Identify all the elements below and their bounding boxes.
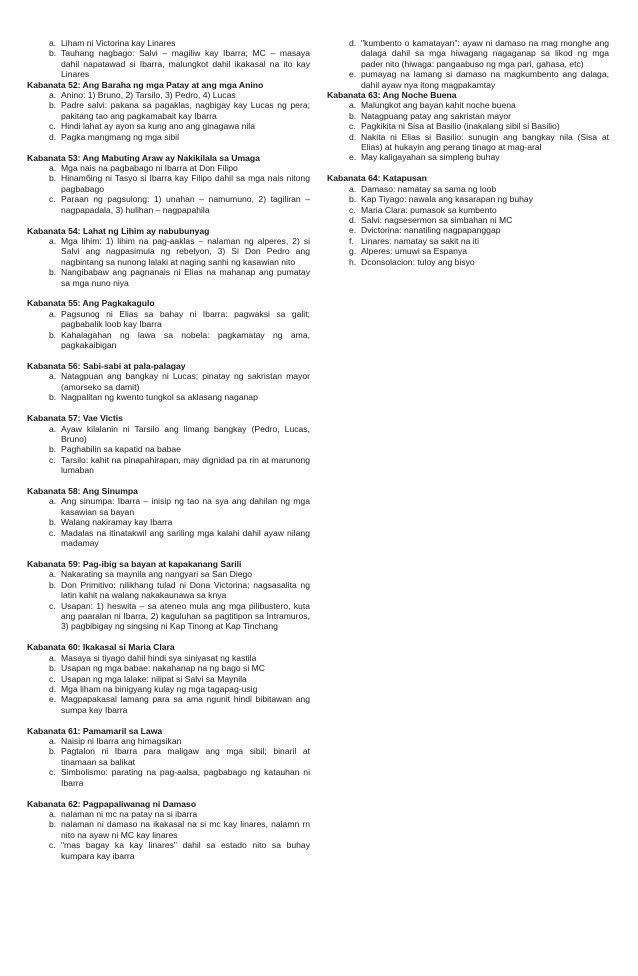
list-item <box>327 100 609 110</box>
item-marker: b. <box>49 100 57 111</box>
right-column <box>327 38 609 278</box>
item-text: Nagpalitan ng kwento tungkol sa aklasang naganap <box>61 392 258 403</box>
item-marker: c. <box>49 840 56 851</box>
list-item <box>27 371 310 392</box>
chapter-items <box>27 736 310 788</box>
list-item <box>27 840 310 861</box>
list-item <box>327 246 609 256</box>
chapter-section <box>27 80 310 142</box>
item-text: Dconsolacion: tuloy ang bisyo <box>361 256 475 267</box>
item-marker: e. <box>349 152 357 163</box>
item-marker: b. <box>49 329 57 340</box>
list-item <box>27 163 310 173</box>
chapter-title: Kabanata 59: Pag-ibig sa bayan at kapakanang Sarili <box>27 558 242 569</box>
list-item <box>27 694 310 715</box>
continued-list <box>27 38 310 80</box>
list-item <box>327 205 609 215</box>
item-marker: b. <box>49 663 57 674</box>
list-item <box>27 580 310 601</box>
item-marker: a. <box>49 371 57 382</box>
item-text: Nangibabaw ang pagnanais ni Elias na mahanap ang pumatay sa mga nuno niya <box>61 267 310 288</box>
item-text: Malungkot ang bayan kahit noche buena <box>361 100 516 111</box>
chapter-section <box>27 559 310 632</box>
item-text: "mas bagay ka kay linares" dahil sa estado nito sa buhay kumpara kay ibarra <box>61 840 310 861</box>
list-item <box>327 257 609 267</box>
list-item <box>27 48 310 79</box>
item-text: Masaya si tiyago dahil hindi sya siniyasat ng kastila <box>61 652 257 663</box>
list-item <box>27 236 310 267</box>
chapter-title: Kabanata 55: Ang Pagkakagulo <box>27 298 155 309</box>
list-item <box>27 330 310 351</box>
item-marker: c. <box>49 673 56 684</box>
chapter-items <box>27 309 310 351</box>
item-marker: d. <box>349 38 357 48</box>
item-marker: b. <box>49 517 57 528</box>
list-item <box>327 225 609 235</box>
item-marker: e. <box>349 69 357 80</box>
list-item <box>327 121 609 131</box>
list-item <box>27 767 310 788</box>
item-text: Simbolismo: parating na pag-aalsa, pagbabago ng katauhan ni Ibarra <box>61 767 310 788</box>
item-marker: c. <box>49 121 56 132</box>
item-marker: a. <box>49 235 57 246</box>
chapter-items <box>327 100 609 162</box>
item-text: Don Primitivo: nilikhang tulad ni Dona Victorina; nagsasalita ng latin kahit na walang nakakaunawa sa knya <box>61 579 310 601</box>
chapter-items <box>27 809 310 861</box>
item-text: Usapan ng mga babae: nakahanap na ng bago si MC <box>61 663 266 674</box>
item-text: Pagkikita ni Sisa at Basilio (inakalang sibil si Basilio) <box>361 121 560 132</box>
item-text: Natagpuan ang bangkay ni Lucas; pinatay ng sakristan mayor (amorseko sa damit) <box>61 371 310 392</box>
item-text: Mga liham na binigyang kulay ng mga tagapag-usig <box>61 683 258 694</box>
chapter-title: Kabanata 53: Ang Mabuting Araw ay Nakikilala sa Umaga <box>27 152 260 163</box>
item-text: Kap Tiyago: nawala ang kasarapan ng buhay <box>361 194 534 205</box>
item-marker: a. <box>49 308 57 319</box>
item-marker: c. <box>49 194 56 205</box>
chapter-title: Kabanata 54: Lahat ng Lihim ay nabubunyag <box>27 225 210 236</box>
chapter-title: Kabanata 61: Pamamaril sa Lawa <box>27 725 163 736</box>
item-text: Magpapakasal lamang para sa ama ngunit hindi bibitawan ang sumpa kay Ibarra <box>61 694 310 715</box>
list-item <box>27 684 310 694</box>
item-text: Salvi: nagsesermon sa simbahan ni MC <box>361 215 513 225</box>
list-item <box>27 601 310 632</box>
item-text: Usapan: 1) heswita – sa ateneo mula ang mga pilibustero, kuta ang paaralan ni Ibarra, 2) kaguluhan sa pagtitipon sa Intramuros, 3) pagbibigay ng singsing ni Kap Tinong at Kap Tinchang <box>61 600 310 632</box>
list-item <box>27 809 310 819</box>
item-text: Tauhang nagbago: Salvi – magiliw kay Ibarra; MC – masaya dahil napatawad si Ibarra, malungkot dahil ikakasal na ito kay Linares <box>61 48 310 80</box>
item-marker: a. <box>49 652 57 663</box>
chapter-items <box>27 163 310 215</box>
list-item <box>27 528 310 549</box>
item-marker: e. <box>349 225 357 236</box>
chapter-items <box>27 236 310 288</box>
item-text: Hinamбing ni Tasyo si Ibarra kay Filipo dahil sa mga nais nitong pagbabago <box>61 173 310 194</box>
list-item <box>27 173 310 194</box>
item-marker: a. <box>49 162 57 173</box>
chapter-section <box>27 153 310 215</box>
item-marker: c. <box>49 454 56 465</box>
item-marker: a. <box>349 100 357 111</box>
item-marker: b. <box>349 110 357 121</box>
chapter-title: Kabanata 63: Ang Noche Buena <box>327 90 457 101</box>
list-item <box>327 132 609 153</box>
chapter-title: Kabanata 57: Vae Victis <box>27 413 123 424</box>
item-text: Hindi lahat ay ayon sa kung ano ang ginagawa nila <box>61 121 255 132</box>
list-item <box>27 746 310 767</box>
item-text: Padre salvi: pakana sa pagaklas, nagbigay kay Lucas ng pera; pakitang tao ang pagkamabait kay Ibarra <box>61 100 310 121</box>
chapter-items <box>27 496 310 548</box>
item-marker: b. <box>49 173 57 184</box>
item-marker: a. <box>49 38 57 48</box>
item-marker: e. <box>49 694 57 705</box>
item-text: "kumbento o kamatayan": ayaw ni damaso na mag monghe ang dalaga dahil sa mga hiwagang nagaganap sa likod ng mga pader nito (hiwaga: pangaabuso ng mga pari, gahasa, etc) <box>361 38 609 69</box>
list-item <box>27 132 310 142</box>
chapter-title: Kabanata 58: Ang Sinumpa <box>27 486 138 497</box>
chapter-section <box>27 226 310 288</box>
item-text: Mga lihim: 1) lihim na pag-aaklas – nalaman ng alperes, 2) si Salvi ang nagpasimula ng rebelyon, 3) Si Don Pedro ang nagbintang sa nunong lalaki at naging sanhi ng kasawian nito <box>61 235 310 267</box>
item-text: Pagtalon ni Ibarra para maligaw ang mga sibil; binaril at tinamaan sa balikat <box>61 746 310 767</box>
item-marker: c. <box>49 527 56 538</box>
list-item <box>327 215 609 225</box>
item-marker: b. <box>49 267 57 278</box>
list-item <box>27 663 310 673</box>
chapter-section <box>27 642 310 715</box>
item-marker: d. <box>349 131 357 142</box>
item-marker: a. <box>49 423 57 434</box>
chapter-items <box>27 424 310 476</box>
item-text: Tarsilo: kahit na pinapahirapan, may dignidad pa rin at marunong lumaban <box>61 454 310 476</box>
item-marker: c. <box>349 204 356 215</box>
chapter-section <box>27 413 310 475</box>
chapter-section <box>27 799 310 861</box>
item-text: Pagka mangmang ng mga sibil <box>61 131 179 142</box>
list-item <box>27 496 310 517</box>
list-item <box>27 674 310 684</box>
item-marker: c. <box>349 121 356 132</box>
list-item <box>27 819 310 840</box>
item-marker: a. <box>49 90 57 101</box>
chapter-title: Kabanata 62: Pagpapaliwanag ni Damaso <box>27 798 197 809</box>
item-marker: b. <box>49 579 57 590</box>
chapter-section <box>327 173 609 267</box>
list-item <box>27 194 310 215</box>
item-text: Paghabilin sa kapatid na babae <box>61 444 181 455</box>
chapter-items <box>27 653 310 715</box>
item-text: Anino: 1) Bruno, 2) Tarsilo, 3) Pedro, 4) Lucas <box>61 90 236 101</box>
chapter-title: Kabanata 52: Ang Baraha ng mga Patay at ang mga Anino <box>27 79 264 90</box>
item-marker: d. <box>349 215 357 225</box>
list-item <box>327 236 609 246</box>
item-marker: b. <box>49 48 57 59</box>
item-marker: a. <box>49 569 57 580</box>
item-text: Nakarating sa maynila ang nangyari sa San Diego <box>61 569 253 580</box>
item-text: Ayaw kilalanin ni Tarsilo ang limang bangkay (Pedro, Lucas, Bruno) <box>61 423 310 444</box>
list-item <box>27 100 310 121</box>
chapter-items <box>27 371 310 402</box>
list-item <box>27 90 310 100</box>
item-text: Usapan ng mga lalake: nilipat si Salvi sa Maynila <box>61 673 247 684</box>
chapter-section <box>27 726 310 788</box>
item-text: nalaman ni mc na patay na si ibarra <box>61 809 198 819</box>
item-marker: a. <box>49 736 57 747</box>
item-text: Alperes: umuwi sa Espanya <box>361 246 468 257</box>
item-text: Dvictorina: nanatiling nagpapanggap <box>361 225 501 236</box>
item-marker: g. <box>349 246 357 257</box>
list-item <box>327 111 609 121</box>
continued-list <box>327 38 609 90</box>
item-text: Naisip ni Ibarra ang himagsikan <box>61 736 182 747</box>
item-text: Natagpuang patay ang sakristan mayor <box>361 110 512 121</box>
chapter-list <box>27 80 310 861</box>
item-text: Paraan ng pagsulong: 1) unahan – namumuno, 2) tagiliran – nagpapadala, 3) hulihan – nagpapahila <box>61 194 310 215</box>
list-item <box>27 653 310 663</box>
list-item <box>27 121 310 131</box>
list-item <box>327 184 609 194</box>
item-marker: b. <box>49 444 57 455</box>
item-marker: d. <box>49 683 57 694</box>
list-item <box>27 444 310 454</box>
item-marker: a. <box>49 809 57 819</box>
list-item <box>27 309 310 330</box>
chapter-items <box>27 569 310 631</box>
list-item <box>27 38 310 48</box>
list-item <box>27 267 310 288</box>
chapter-title: Kabanata 64: Katapusan <box>327 173 427 184</box>
item-marker: c. <box>49 600 56 611</box>
item-marker: b. <box>349 194 357 205</box>
item-marker: c. <box>49 767 56 778</box>
list-item <box>27 569 310 579</box>
item-marker: f. <box>349 235 354 246</box>
list-item <box>327 38 609 69</box>
item-marker: a. <box>49 496 57 507</box>
item-marker: b. <box>49 746 57 757</box>
item-text: May kaligayahan sa simpleng buhay <box>361 152 500 163</box>
item-text: Nakita ni Elias si Basilio: sunugin ang bangkay nila (Sisa at Elias) at hukayin ang perang tinago at mag-aral <box>361 131 609 153</box>
list-item <box>327 194 609 204</box>
chapter-items <box>27 90 310 142</box>
list-item <box>27 517 310 527</box>
list-item <box>27 392 310 402</box>
item-text: Madalas na itinatakwil ang sariling mga kalahi dahil ayaw nilang madamay <box>61 527 310 549</box>
list-item <box>27 736 310 746</box>
item-text: Kahalagahan ng lawa sa nobela: pagkamatay ng ama, pagkakaibigan <box>61 329 310 351</box>
chapter-title: Kabanata 60: Ikakasal si Maria Clara <box>27 642 175 653</box>
chapter-section <box>27 361 310 403</box>
item-marker: h. <box>349 256 357 267</box>
left-column <box>27 38 310 872</box>
list-item <box>27 455 310 476</box>
list-item <box>327 69 609 90</box>
chapter-section <box>327 90 609 163</box>
item-marker: b. <box>49 819 57 830</box>
item-marker: b. <box>49 392 57 403</box>
item-marker: a. <box>349 183 357 194</box>
item-text: Liham ni Victorina kay Linares <box>61 38 176 48</box>
item-text: Walang nakiramay kay Ibarra <box>61 517 173 528</box>
item-marker: d. <box>49 131 57 142</box>
item-text: Pagsunog ni Elias sa bahay ni Ibarra: pagwaksi sa galit; pagbabalik loob kay Ibarra <box>61 308 310 330</box>
chapter-items <box>327 184 609 267</box>
item-text: Ang sinumpa: Ibarra – inisip ng tao na sya ang dahilan ng mga kasawian sa bayan <box>61 496 310 517</box>
item-text: nalaman ni damaso na ikakasal na si mc kay linares, nalamn rn nito na ayaw ni MC kay linares <box>61 819 310 840</box>
chapter-section <box>27 298 310 350</box>
item-text: Linares: namatay sa sakit na iti <box>361 235 479 246</box>
chapter-list <box>327 90 609 267</box>
list-item <box>27 424 310 445</box>
item-text: Maria Clara: pumasok sa kumbento <box>361 204 497 215</box>
chapter-section <box>27 486 310 548</box>
chapter-title: Kabanata 56: Sabi-sabi at pala-palagay <box>27 360 186 371</box>
list-item <box>327 152 609 162</box>
item-text: Damaso: namatay sa sama ng loob <box>361 183 497 194</box>
item-text: pumayag na lamang si damaso na magkumbento ang dalaga, dahil ayaw nya itong magpakamtay <box>361 69 609 90</box>
item-text: Mga nais na pagbabago ni Ibarra at Don Filipo <box>61 162 238 173</box>
